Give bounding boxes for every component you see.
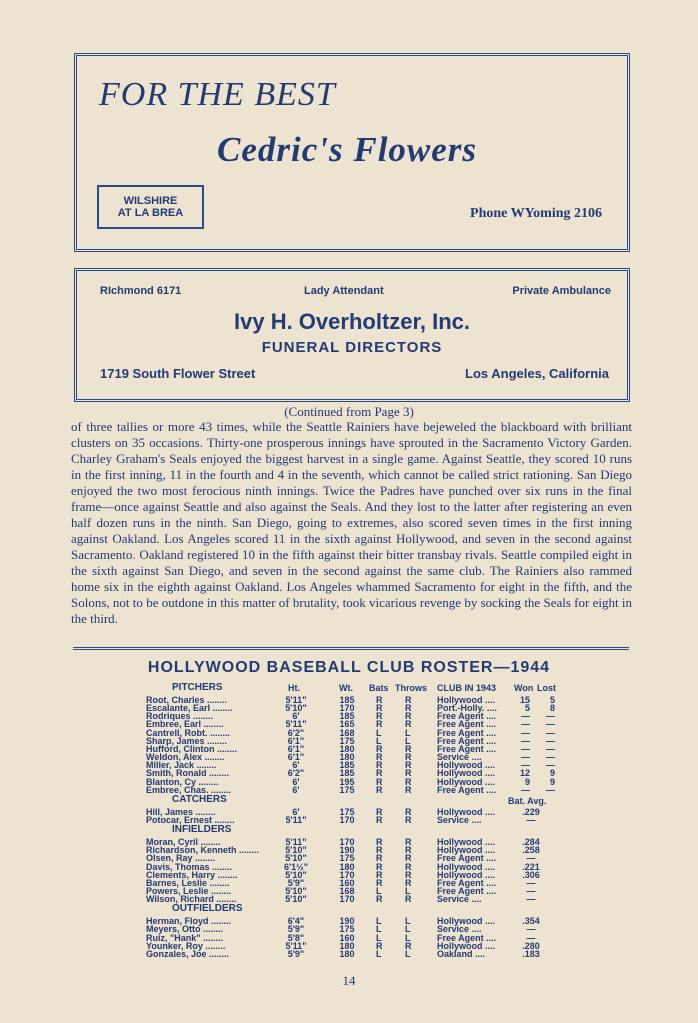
player-name: Ruiz, "Hank" ........ (146, 932, 224, 943)
player-height: 5'10" (285, 886, 307, 896)
player-name: Rodriques ........ (146, 711, 214, 722)
player-throws: R (405, 719, 412, 730)
player-bat-avg: — (526, 932, 536, 943)
player-throws: R (405, 814, 412, 825)
player-club: Service .... (437, 814, 482, 825)
player-bats: L (376, 916, 382, 927)
player-club: Hollywood .... (437, 940, 495, 951)
player-height: 6' (292, 760, 300, 771)
player-height: 5'9" (287, 877, 305, 888)
player-name: Davis, Thomas ........ (146, 861, 233, 872)
player-weight: 190 (339, 916, 355, 927)
funeral-attendant: Lady Attendant (304, 285, 384, 297)
player-bats: R (376, 776, 383, 787)
player-bat-avg: .306 (522, 869, 540, 880)
player-bats: L (376, 924, 382, 935)
section-heading: PITCHERS (172, 682, 223, 693)
player-throws: R (405, 853, 412, 864)
player-bats: R (376, 814, 383, 825)
player-throws: L (405, 932, 411, 943)
player-lost: — (546, 727, 555, 738)
player-height: 6'2" (287, 727, 305, 738)
player-bats: R (376, 869, 383, 880)
player-weight: 170 (339, 869, 355, 880)
player-bats: L (376, 735, 382, 746)
player-name: Embree, Earl ........ (146, 719, 224, 730)
player-bats: R (376, 695, 383, 705)
player-lost: — (546, 743, 555, 754)
player-name: Herman, Floyd ........ (146, 916, 232, 927)
flowers-address-line2: AT LA BREA (117, 207, 184, 219)
player-throws: R (405, 752, 412, 763)
player-throws: R (405, 784, 412, 795)
player-name: Potocar, Ernest ........ (146, 814, 235, 825)
player-weight: 175 (339, 924, 355, 935)
player-club: Free Agent .... (437, 719, 497, 730)
player-weight: 180 (339, 948, 355, 959)
player-won: — (521, 760, 530, 771)
player-won: — (521, 752, 530, 763)
player-height: 5'8" (287, 932, 305, 943)
player-weight: 170 (339, 814, 355, 825)
player-name: Hill, James ........ (146, 806, 216, 817)
player-lost: — (546, 752, 555, 763)
player-name: Sharp, James ........ (146, 735, 228, 746)
page-number: 14 (342, 973, 356, 988)
funeral-subtitle: FUNERAL DIRECTORS (261, 339, 443, 356)
player-club: Free Agent .... (437, 886, 497, 896)
player-name: Cantrell, Robt. ........ (146, 727, 231, 738)
player-height: 6'1½" (284, 861, 308, 872)
player-bat-avg: .284 (522, 837, 540, 848)
player-weight: 175 (339, 735, 355, 746)
player-weight: 170 (339, 703, 355, 714)
player-lost: — (546, 784, 555, 795)
player-lost: 9 (549, 768, 555, 779)
player-won: — (521, 784, 530, 795)
player-club: Hollywood .... (437, 760, 495, 771)
player-weight: 160 (339, 932, 355, 943)
player-height: 6'1" (287, 735, 305, 746)
divider-rule (73, 647, 629, 650)
player-name: Blanton, Cy ........ (146, 776, 219, 787)
player-bat-avg: — (526, 814, 536, 825)
player-name: Root, Charles ........ (146, 695, 228, 705)
player-name: Meyers, Otto ........ (146, 924, 224, 935)
flowers-address-box (97, 185, 204, 229)
player-bats: R (376, 752, 383, 763)
player-height: 5'11" (285, 837, 307, 848)
header-bat-avg: Bat. Avg. (508, 795, 547, 806)
player-height: 5'10" (285, 845, 307, 856)
player-weight: 180 (339, 940, 355, 951)
header-throws: Throws (395, 683, 428, 693)
player-bats: R (376, 719, 383, 730)
player-club: Free Agent .... (437, 727, 497, 738)
player-club: Service .... (437, 752, 482, 763)
player-throws: R (405, 837, 412, 848)
player-throws: L (405, 924, 411, 935)
player-bat-avg: .183 (522, 948, 540, 959)
player-bats: R (376, 877, 383, 888)
player-height: 5'11" (285, 719, 307, 730)
player-bat-avg: — (526, 886, 536, 896)
player-bats: R (376, 845, 383, 856)
funeral-street: 1719 South Flower Street (100, 366, 256, 381)
player-club: Port.-Holly. .... (437, 703, 497, 714)
player-bats: R (376, 894, 383, 905)
player-lost: 9 (549, 776, 555, 787)
player-weight: 165 (339, 719, 355, 730)
player-throws: R (405, 776, 412, 787)
player-weight: 170 (339, 837, 355, 848)
player-bats: R (376, 703, 383, 714)
player-throws: R (405, 877, 412, 888)
player-name: Embree, Chas. ........ (146, 784, 232, 795)
funeral-phone: RIchmond 6171 (100, 285, 182, 297)
player-club: Hollywood .... (437, 845, 495, 856)
player-club: Hollywood .... (437, 869, 495, 880)
player-weight: 185 (339, 768, 355, 779)
player-bat-avg: — (526, 853, 536, 864)
player-weight: 180 (339, 861, 355, 872)
player-club: Hollywood .... (437, 861, 495, 872)
player-name: Richardson, Kenneth ........ (146, 845, 260, 856)
player-club: Free Agent .... (437, 932, 497, 943)
player-throws: R (405, 861, 412, 872)
continued-note: (Continued from Page 3) (284, 404, 414, 419)
player-height: 6'1" (287, 752, 305, 763)
player-weight: 175 (339, 784, 355, 795)
player-weight: 175 (339, 853, 355, 864)
player-won: — (521, 735, 530, 746)
player-throws: L (405, 916, 411, 927)
player-club: Free Agent .... (437, 853, 497, 864)
player-throws: L (405, 886, 411, 896)
player-won: — (521, 743, 530, 754)
player-throws: R (405, 695, 412, 705)
player-bats: L (376, 727, 382, 738)
player-height: 5'10" (285, 869, 307, 880)
player-height: 6' (292, 806, 300, 817)
player-won: 12 (519, 768, 530, 779)
player-lost: — (546, 711, 555, 722)
player-weight: 185 (339, 711, 355, 722)
player-name: Olsen, Ray ........ (146, 853, 216, 864)
player-bats: L (376, 886, 382, 896)
player-bat-avg: .229 (522, 806, 540, 817)
flowers-name: Cedric's Flowers (217, 130, 478, 169)
player-club: Hollywood .... (437, 695, 495, 705)
header-ht: Ht. (288, 683, 300, 693)
player-lost: — (546, 760, 555, 771)
flowers-ad (74, 53, 630, 252)
player-won: 9 (524, 776, 530, 787)
player-height: 5'11" (285, 814, 307, 825)
player-throws: R (405, 760, 412, 771)
player-height: 5'11" (285, 695, 307, 705)
player-won: 15 (519, 695, 530, 705)
player-name: Weldon, Alex ........ (146, 752, 225, 763)
player-height: 5'10" (285, 894, 307, 905)
header-club: CLUB IN 1943 (437, 683, 497, 693)
player-height: 5'10" (285, 703, 307, 714)
player-throws: L (405, 727, 411, 738)
player-bat-avg: — (526, 924, 536, 935)
player-height: 5'10" (285, 853, 307, 864)
player-club: Hollywood .... (437, 776, 495, 787)
player-weight: 180 (339, 743, 355, 754)
player-height: 6' (292, 784, 300, 795)
player-club: Free Agent .... (437, 735, 497, 746)
header-won: Won (514, 683, 534, 693)
funeral-name: Ivy H. Overholtzer, Inc. (234, 309, 470, 334)
player-lost: — (546, 719, 555, 730)
player-throws: R (405, 703, 412, 714)
player-height: 6'2" (287, 768, 305, 779)
player-club: Service .... (437, 894, 482, 905)
player-height: 5'11" (285, 940, 307, 951)
player-bat-avg: — (526, 877, 536, 888)
player-bats: R (376, 784, 383, 795)
player-club: Free Agent .... (437, 784, 497, 795)
player-bats: R (376, 768, 383, 779)
player-name: Gonzales, Joe ........ (146, 948, 230, 959)
player-weight: 168 (339, 886, 355, 896)
player-height: 6'4" (287, 916, 305, 927)
player-throws: R (405, 940, 412, 951)
player-club: Free Agent .... (437, 743, 497, 754)
player-name: Escalante, Earl ........ (146, 703, 233, 714)
player-throws: R (405, 869, 412, 880)
player-name: Miller, Jack ........ (146, 760, 217, 771)
player-bat-avg: .221 (522, 861, 540, 872)
player-name: Hufford, Clinton ........ (146, 743, 237, 754)
player-lost: 5 (549, 695, 555, 705)
player-weight: 175 (339, 806, 355, 817)
header-lost: Lost (537, 683, 556, 693)
player-name: Powers, Leslie ........ (146, 886, 232, 896)
player-throws: L (405, 948, 411, 959)
player-bat-avg: .354 (522, 916, 540, 927)
player-bats: R (376, 711, 383, 722)
player-height: 6'1" (287, 743, 305, 754)
player-throws: R (405, 768, 412, 779)
player-height: 6' (292, 711, 300, 722)
flowers-phone: Phone WYoming 2106 (470, 206, 602, 221)
funeral-city: Los Angeles, California (465, 366, 609, 381)
player-bats: R (376, 806, 383, 817)
player-bat-avg: — (526, 894, 536, 905)
player-height: 5'9" (287, 948, 305, 959)
funeral-ambulance: Private Ambulance (512, 285, 611, 297)
player-throws: R (405, 894, 412, 905)
player-club: Free Agent .... (437, 877, 497, 888)
funeral-ad (74, 268, 630, 402)
player-lost: 8 (549, 703, 555, 714)
player-weight: 185 (339, 760, 355, 771)
player-height: 5'9" (287, 924, 305, 935)
player-bat-avg: .258 (522, 845, 540, 856)
player-won: — (521, 719, 530, 730)
flowers-address-line1: WILSHIRE (123, 195, 178, 207)
roster-table (0, 680, 698, 980)
player-bats: L (376, 932, 382, 943)
header-bats: Bats (369, 683, 389, 693)
player-weight: 185 (339, 695, 355, 705)
roster-title: HOLLYWOOD BASEBALL CLUB ROSTER—1944 (147, 659, 551, 676)
player-name: Moran, Cyril ........ (146, 837, 221, 848)
player-won: — (521, 711, 530, 722)
section-heading: OUTFIELDERS (172, 903, 243, 915)
player-weight: 168 (339, 727, 355, 738)
player-weight: 160 (339, 877, 355, 888)
player-bats: R (376, 837, 383, 848)
player-bat-avg: .280 (522, 940, 540, 951)
player-name: Barnes, Leslie ........ (146, 877, 230, 888)
player-bats: R (376, 760, 383, 771)
player-bats: R (376, 743, 383, 754)
player-name: Smith, Ronald ........ (146, 768, 230, 779)
player-throws: R (405, 845, 412, 856)
player-lost: — (546, 735, 555, 746)
section-heading: INFIELDERS (172, 824, 232, 836)
player-throws: R (405, 743, 412, 754)
player-weight: 190 (339, 845, 355, 856)
article-text: of three tallies or more 43 times, while the Seattle Rainiers have bejeweled the blackboard with brilliant clusters on 35 occasions. Thirty-one prosperous innings have sprouted in the Sacramento Victory Garden. Charley Graham's Seals enjoyed the biggest harvest in a single game. Against Seattle, they scored 10 runs in the first inning, 11 in the fourth and 4 in the seventh, which cannot be called strict rationing. San Diego enjoyed the two most ferocious ninth innings. Twice the Padres have punched over six runs in the final frame—once against Seattle and also against the Seals. And they lost to the latter after registering an even half dozen runs in the ninth. San Diego, going to extremes, also scored seven times in the first inning against Oakland. Los Angeles scored 11 in the sixth against Hollywood, and seven in the second against Sacramento. Oakland registered 10 in the fifth against their bitter transbay rivals. Seattle compiled eight in the sixth against San Diego, and seven in the second against the same club. The Rainiers also rammed home six in the eighth against Oakland. Los Angeles whammed Sacramento for eight in the fifth, and the Solons, not to be outdone in this matter of brutality, took vicarious revenge by socking the Seals for eight in the third. (71, 419, 632, 626)
player-club: Hollywood .... (437, 916, 495, 927)
player-club: Hollywood .... (437, 806, 495, 817)
player-throws: R (405, 711, 412, 722)
player-bats: L (376, 948, 382, 959)
player-club: Hollywood .... (437, 837, 495, 848)
player-weight: 180 (339, 752, 355, 763)
flowers-tagline: FOR THE BEST (99, 76, 336, 113)
player-bats: R (376, 861, 383, 872)
player-weight: 195 (339, 776, 355, 787)
player-name: Younker, Roy ........ (146, 940, 226, 951)
player-bats: R (376, 853, 383, 864)
player-throws: L (405, 735, 411, 746)
section-heading: CATCHERS (172, 793, 227, 805)
player-won: — (521, 727, 530, 738)
player-club: Service .... (437, 924, 482, 935)
player-club: Free Agent .... (437, 711, 497, 722)
player-name: Wilson, Richard ........ (146, 894, 237, 905)
player-won: 5 (524, 703, 530, 714)
player-bats: R (376, 940, 383, 951)
player-weight: 170 (339, 894, 355, 905)
player-club: Hollywood .... (437, 768, 495, 779)
player-throws: R (405, 806, 412, 817)
player-name: Clements, Harry ........ (146, 869, 238, 880)
header-wt: Wt. (339, 683, 353, 693)
player-club: Oakland .... (437, 948, 486, 959)
player-height: 6' (292, 776, 300, 787)
